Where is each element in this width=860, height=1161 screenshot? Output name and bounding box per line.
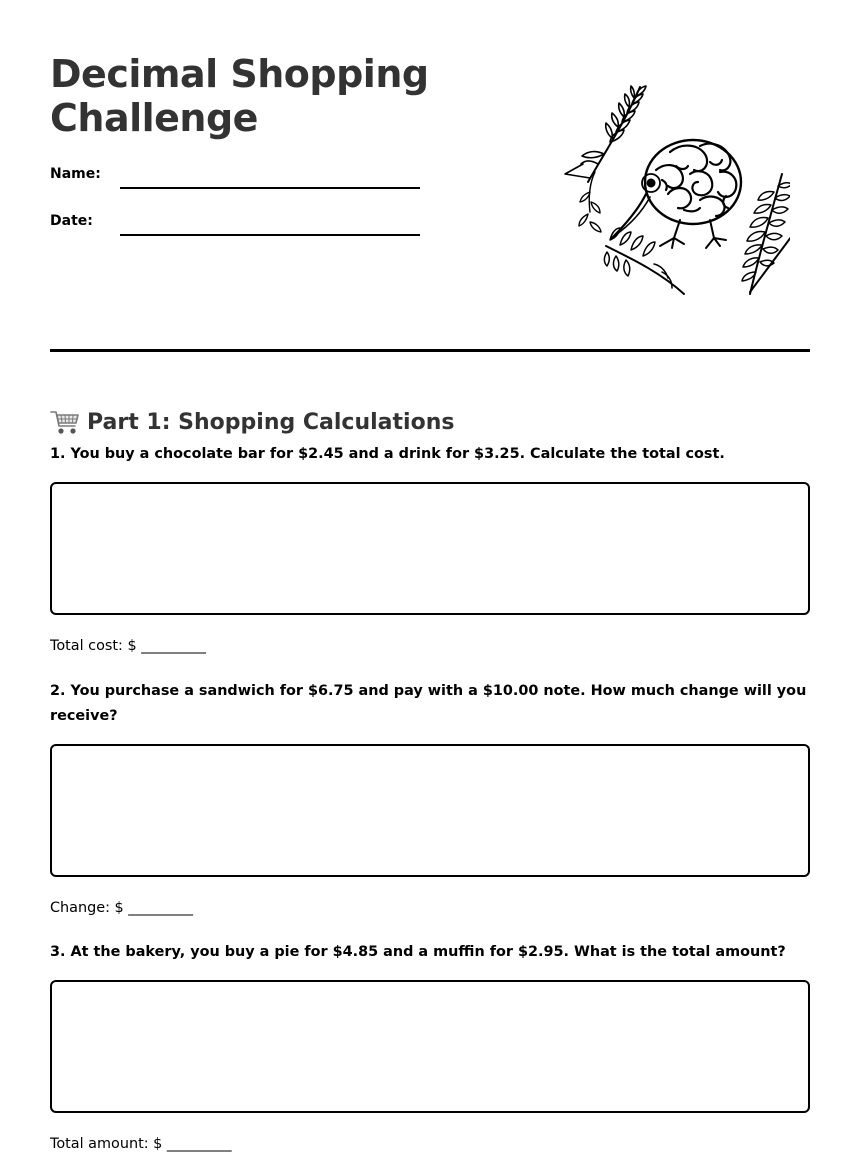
question-1: 1. You buy a chocolate bar for $2.45 and a drink for $3.25. Calculate the total cost.: [50, 446, 725, 462]
section-heading-text: Part 1: Shopping Calculations: [87, 409, 455, 435]
result-line-1: Total cost: $ _________: [50, 638, 206, 654]
page-title: Decimal Shopping Challenge: [50, 52, 429, 140]
date-field: [50, 212, 420, 236]
date-label: Date:: [50, 213, 93, 229]
question-2: 2. You purchase a sandwich for $6.75 and pay with a $10.00 note. How much change will you receive?: [50, 683, 807, 724]
kiwi-illustration: [550, 82, 790, 300]
name-field: [50, 165, 420, 189]
shopping-cart-icon: [50, 408, 80, 436]
date-answer-line[interactable]: [120, 234, 420, 236]
header-divider: [50, 349, 810, 352]
answer-box-2[interactable]: [50, 744, 810, 877]
name-label: Name:: [50, 166, 101, 182]
section-heading: [50, 406, 454, 438]
answer-box-1[interactable]: [50, 482, 810, 615]
name-answer-line[interactable]: [120, 187, 420, 189]
result-line-2: Change: $ _________: [50, 900, 194, 916]
worksheet-header: [50, 0, 810, 352]
question-3: 3. At the bakery, you buy a pie for $4.85 and a muffin for $2.95. What is the total amount?: [50, 944, 786, 960]
result-line-3: Total amount: $ _________: [50, 1136, 232, 1152]
answer-box-3[interactable]: [50, 980, 810, 1113]
worksheet-page: [50, 0, 810, 1152]
